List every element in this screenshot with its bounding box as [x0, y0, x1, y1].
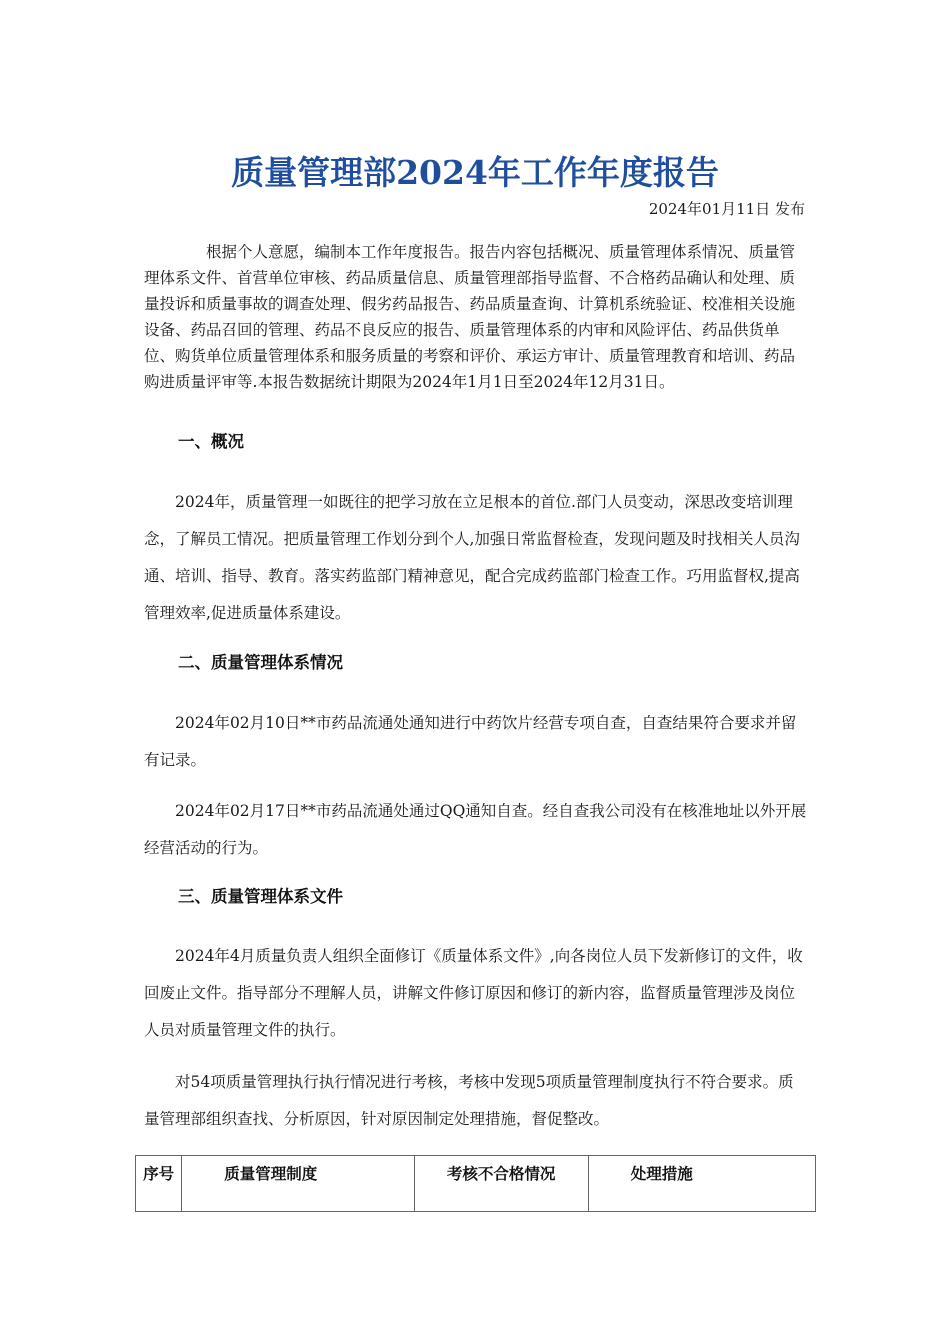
section-heading-qms: 二、质量管理体系情况 [178, 653, 343, 672]
intro-paragraph: 根据个人意愿，编制本工作年度报告。报告内容包括概况、质量管理体系情况、质量管理体系文件、首营单位审核、药品质量信息、质量管理部指导监督、不合格药品确认和处理、质量投诉和质量事故的调查处理、假劣药品报告、药品质量查询、计算机系统验证、校准相关设施设备、药品召回的管理、药品不良反应的报告、质量管理体系的内审和风险评估、药品供货单位、购货单位质量管理体系和服务质量的考察和评价、承运方审计、质量管理教育和培训、药品购进质量评审等.本报告数据统计期限为2024年1月1日至2024年12月31日。 [144, 243, 796, 391]
qms-paragraph-1: 2024年02月10日**市药品流通处通知进行中药饮片经营专项自查，自查结果符合要求并留有记录。 [144, 714, 797, 769]
document-title: 质量管理部2024年工作年度报告 [231, 153, 719, 193]
documents-paragraph-2: 对54项质量管理执行执行情况进行考核，考核中发现5项质量管理制度执行不符合要求。质量管理部组织查找、分析原因，针对原因制定处理措施，督促整改。 [144, 1073, 794, 1128]
header-treatment-measures: 处理措施 [588, 1156, 815, 1212]
documents-paragraph-1: 2024年4月质量负责人组织全面修订《质量体系文件》,向各岗位人员下发新修订的文件，收回废止文件。指导部分不理解人员，讲解文件修订原因和修订的新内容，监督质量管理涉及岗位人员对质量管理文件的执行。 [144, 947, 803, 1039]
section-heading-overview: 一、概况 [178, 432, 244, 451]
header-serial-number: 序号 [136, 1156, 182, 1212]
qms-paragraph-2: 2024年02月17日**市药品流通处通过QQ通知自查。经自查我公司没有在核准地址以外开展经营活动的行为。 [144, 802, 807, 857]
overview-paragraph: 2024年，质量管理一如既往的把学习放在立足根本的首位.部门人员变动，深思改变培训理念，了解员工情况。把质量管理工作划分到个人,加强日常监督检查，发现问题及时找相关人员沟通、培训、指导、教育。落实药监部门精神意见，配合完成药监部门检查工作。巧用监督权,提高管理效率,促进质量体系建设。 [144, 493, 800, 622]
section-heading-qms-documents: 三、质量管理体系文件 [178, 887, 343, 906]
table-header-row [136, 1156, 816, 1212]
header-assessment-failure: 考核不合格情况 [414, 1156, 588, 1212]
publish-date: 2024年01月11日 发布 [648, 200, 805, 218]
header-qm-system: 质量管理制度 [182, 1156, 414, 1212]
assessment-table [135, 1155, 816, 1212]
